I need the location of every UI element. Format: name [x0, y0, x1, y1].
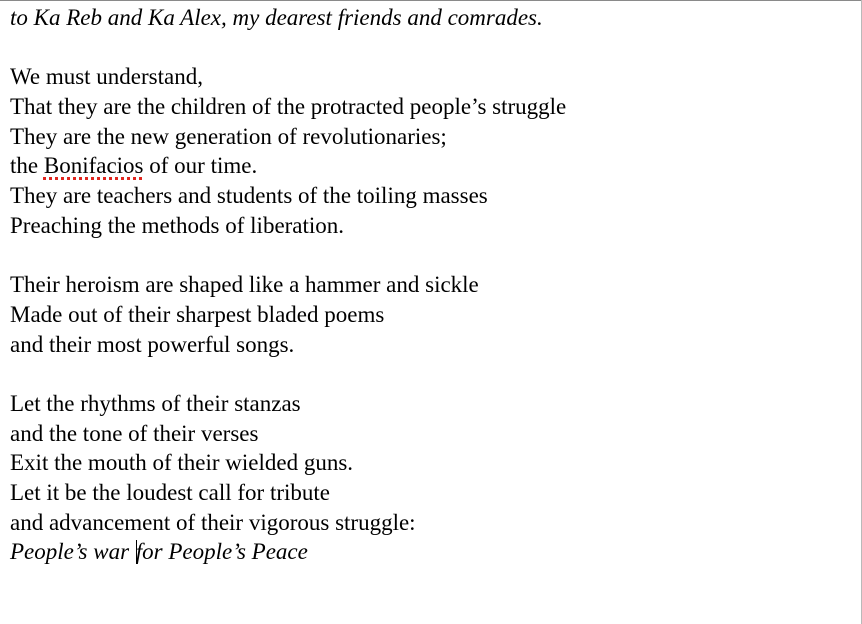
- stanza1-line4-end: of our time.: [143, 153, 258, 179]
- blank-line: [10, 33, 850, 63]
- stanza3-line3: Exit the mouth of their wielded guns.: [10, 450, 354, 476]
- stanza1-line2: That they are the children of the protracted people’s struggle: [10, 94, 567, 120]
- document-body[interactable]: [10, 3, 850, 567]
- stanza3-line2: and the tone of their verses: [10, 420, 259, 446]
- dedication-line: to Ka Reb and Ka Alex, my dearest friends and comrades.: [10, 5, 543, 30]
- stanza3-line6-start: People’s war: [10, 539, 135, 565]
- stanza2-line3: and their most powerful songs.: [10, 331, 295, 357]
- stanza3-line4: Let it be the loudest call for tribute: [10, 480, 330, 505]
- blank-line: [10, 241, 850, 271]
- top-border: [0, 0, 862, 1]
- stanza1-line6: Preaching the methods of liberation.: [10, 212, 345, 238]
- stanza3-line1: Let the rhythms of their stanzas: [10, 390, 301, 416]
- stanza1-line5: They are teachers and students of the toiling masses: [10, 183, 488, 209]
- stanza1-line1: We must understand,: [10, 64, 203, 90]
- stanza2-line2: Made out of their sharpest bladed poems: [10, 301, 385, 327]
- stanza3-line5: and advancement of their vigorous struggle:: [10, 509, 416, 535]
- stanza1-line3: They are the new generation of revolutionaries;: [10, 123, 447, 149]
- stanza1-line4: [10, 151, 850, 181]
- stanza1-line4-start: the: [10, 153, 44, 179]
- stanza3-line6: [10, 537, 850, 567]
- blank-line: [10, 359, 850, 389]
- stanza3-line6-end: for People’s Peace: [135, 539, 308, 565]
- misspelled-word[interactable]: Bonifacios: [43, 153, 144, 179]
- stanza2-line1: Their heroism are shaped like a hammer and sickle: [10, 272, 479, 298]
